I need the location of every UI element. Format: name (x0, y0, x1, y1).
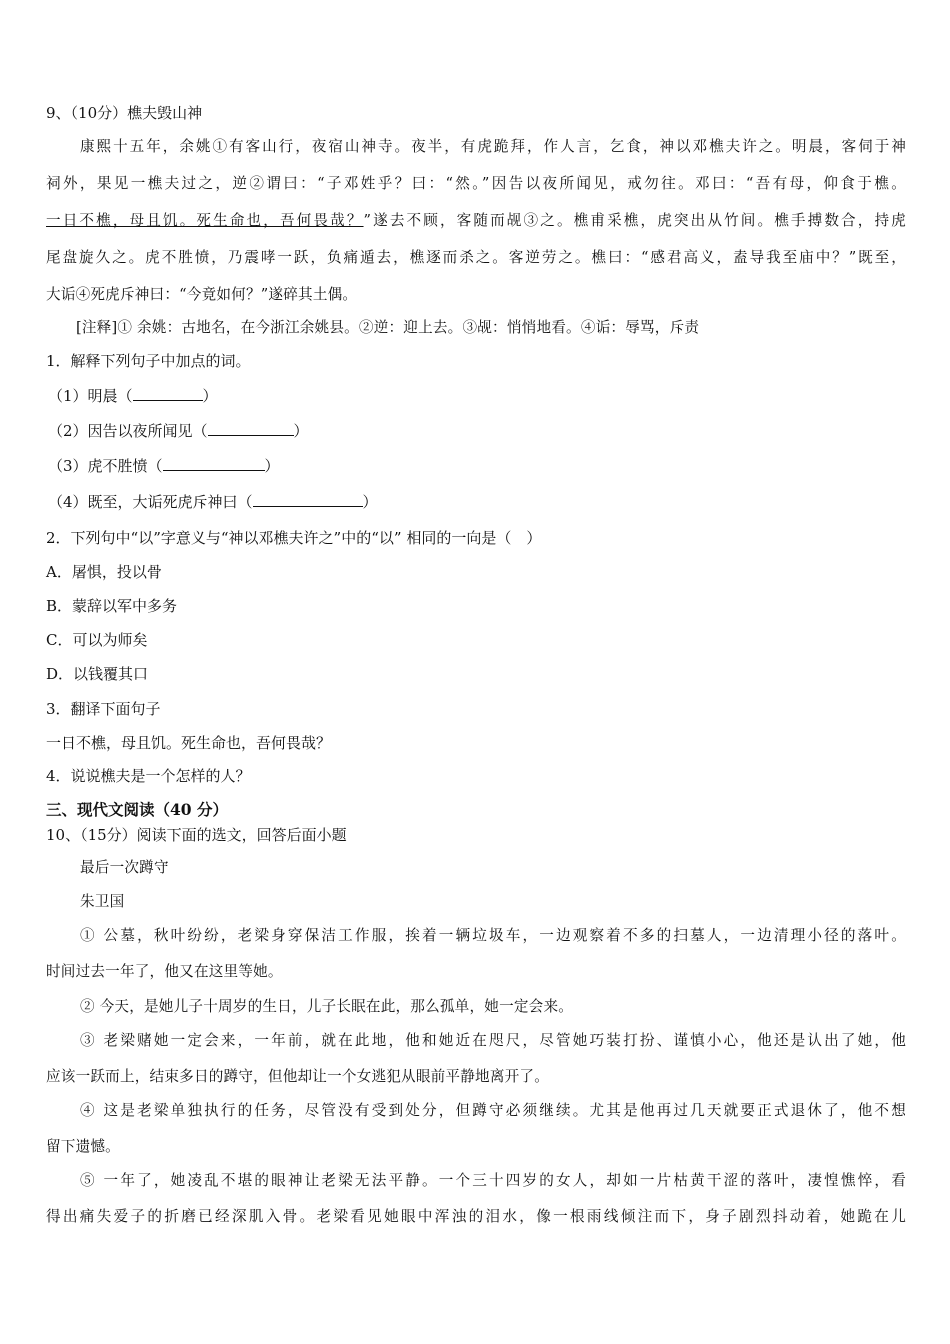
answer-blank[interactable] (163, 456, 265, 471)
option-c[interactable]: C．可以为师矣 (46, 631, 148, 649)
paragraph-line: ④ 这是老梁单独执行的任务，尽管没有受到处分，但蹲守必须继续。尤其是他再过几天就要正式退休了，他不想 (80, 1102, 906, 1119)
passage-text: ”遂去不顾，客随而觇③之。樵甫采樵，虎突出从竹间。樵手搏数合，持虎 (363, 212, 906, 229)
passage-line: 康熙十五年，余姚①有客山行，夜宿山神寺。夜半，有虎跪拜，作人言，乞食，神以邓樵夫许之。明晨，客伺于神 (80, 138, 906, 155)
paragraph-line: ⑤ 一年了，她凌乱不堪的眼神让老梁无法平静。一个三十四岁的女人，却如一片枯黄干涩的落叶，凄惶憔悴，看 (80, 1172, 906, 1189)
sentence-to-translate: 一日不樵，母且饥。死生命也，吾何畏哉？ (46, 734, 332, 752)
answer-blank[interactable] (208, 421, 294, 436)
item-text: ） (362, 493, 378, 511)
sub-question-1-prompt: 1．解释下列句子中加点的词。 (46, 352, 251, 370)
item-text: （1）明晨（ (48, 387, 133, 405)
passage-line: 大诟④死虎斥神曰：“今竟如何？”遂碎其土偶。 (46, 286, 358, 303)
option-a[interactable]: A．屠惧，投以骨 (46, 563, 162, 581)
sub-question-1-item (48, 492, 908, 512)
underlined-sentence: 一日不樵，母且饥。死生命也，吾何畏哉？ (46, 212, 364, 229)
option-b[interactable]: B．蒙辞以军中多务 (46, 597, 178, 615)
option-d[interactable]: D．以钱覆其口 (46, 665, 149, 683)
item-text: （4）既至，大诟死虎斥神曰（ (48, 493, 253, 511)
sub-question-1-item (48, 456, 908, 476)
sub-question-4-prompt: 4．说说樵夫是一个怎样的人？ (46, 767, 251, 785)
item-text: （2）因告以夜所闻见（ (48, 422, 208, 440)
item-text: （3）虎不胜愤（ (48, 457, 163, 475)
item-text: ） (264, 457, 280, 475)
paragraph-line: ③ 老梁赌她一定会来，一年前，就在此地，他和她近在咫尺，尽管她巧装打扮、谨慎小心，他还是认出了她，他 (80, 1032, 906, 1049)
item-text: ） (293, 422, 309, 440)
annotation-note: [注释]① 余姚：古地名，在今浙江余姚县。②逆：迎上去。③觇：悄悄地看。④诟：辱骂，斥责 (76, 319, 700, 336)
section-heading: 三、现代文阅读（40 分） (46, 800, 228, 819)
paragraph-line: 时间过去一年了，他又在这里等她。 (46, 963, 283, 980)
passage-line: 祠外，果见一樵夫过之，逆②谓曰：“子邓姓乎？曰：“然。”因告以夜所闻见，戒勿往。邓曰：“吾有母，仰食于樵。 (46, 175, 906, 192)
paragraph-line: ② 今天，是她儿子十周岁的生日，儿子长眠在此，那么孤单，她一定会来。 (80, 998, 574, 1015)
paragraph-line: 得出痛失爱子的折磨已经深肌入骨。老梁看见她眼中浑浊的泪水，像一根雨线倾注而下，身子剧烈抖动着，她跪在儿 (46, 1208, 906, 1225)
paragraph-line: 留下遗憾。 (46, 1138, 120, 1155)
paragraph-line: ① 公墓，秋叶纷纷，老梁身穿保洁工作服，挨着一辆垃圾车，一边观察着不多的扫墓人，一边清理小径的落叶。 (80, 927, 906, 944)
paragraph-line: 应该一跃而上，结束多日的蹲守，但他却让一个女逃犯从眼前平静地离开了。 (46, 1068, 549, 1085)
sub-question-2-prompt: 2．下列句中“以”字意义与“神以邓樵夫许之”中的“以” 相同的一向是（ ） (46, 529, 542, 547)
sub-question-1-item (48, 386, 908, 406)
item-text: ） (202, 387, 218, 405)
article-author: 朱卫国 (80, 893, 125, 910)
answer-blank[interactable] (133, 386, 203, 401)
passage-line (46, 211, 906, 231)
passage-line: 尾盘旋久之。虎不胜愤，乃震哮一跃，负痛遁去，樵逐而杀之。客逆劳之。樵曰：“感君高义，盍导我至庙中？”既至， (46, 249, 906, 266)
sub-question-3-prompt: 3．翻译下面句子 (46, 700, 161, 718)
sub-question-1-item (48, 421, 908, 441)
question-10-header: 10、（15分）阅读下面的选文，回答后面小题 (46, 826, 347, 844)
article-title: 最后一次蹲守 (80, 859, 169, 876)
question-9-header: 9、（10分）樵夫毁山神 (46, 104, 203, 122)
answer-blank[interactable] (253, 492, 363, 507)
